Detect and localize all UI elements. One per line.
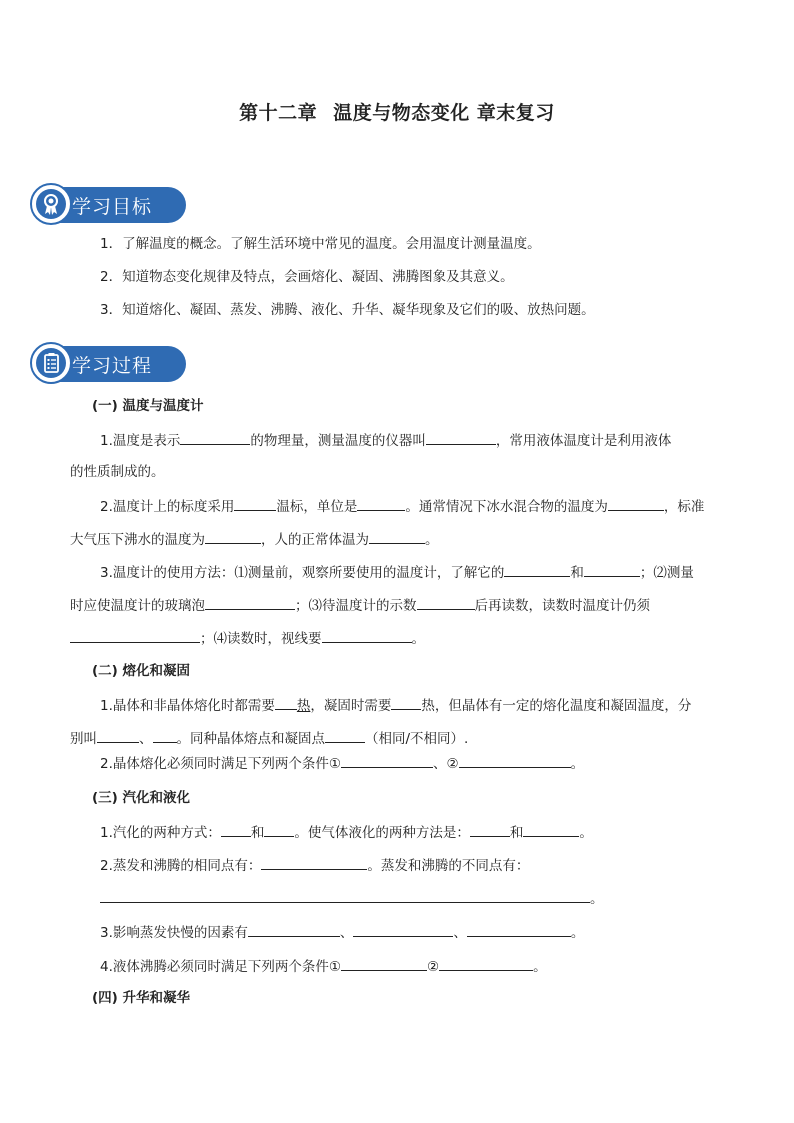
section-heading: (三) 汽化和液化 xyxy=(92,790,191,806)
answer-blank[interactable] xyxy=(504,561,570,577)
question-line: 的性质制成的。 xyxy=(70,464,165,480)
section-heading: (一) 温度与温度计 xyxy=(92,398,204,414)
objective-item: 3．知道熔化、凝固、蒸发、沸腾、液化、升华、凝华现象及它们的吸、放热问题。 xyxy=(100,302,595,318)
objective-item: 2．知道物态变化规律及特点，会画熔化、凝固、沸腾图象及其意义。 xyxy=(100,269,514,285)
answer-blank[interactable] xyxy=(341,955,427,971)
answer-blank[interactable] xyxy=(439,955,533,971)
objective-item: 1．了解温度的概念。了解生活环境中常见的温度。会用温度计测量温度。 xyxy=(100,236,541,252)
question-line: 1.温度是表示 的物理量，测量温度的仪器叫 ，常用液体温度计是利用液体 xyxy=(100,429,671,451)
answer-blank[interactable] xyxy=(523,821,579,837)
award-ribbon-icon xyxy=(30,183,72,225)
answer-blank[interactable] xyxy=(369,528,425,544)
question-line: 。 xyxy=(100,887,604,909)
answer-blank[interactable] xyxy=(100,887,590,903)
clipboard-list-icon xyxy=(30,342,72,384)
question-line: 1.晶体和非晶体熔化时都需要 热，凝固时需要 热，但晶体有一定的熔化温度和凝固温度，分 xyxy=(100,694,691,716)
answer-blank[interactable] xyxy=(325,727,365,743)
answer-blank[interactable] xyxy=(584,561,640,577)
learning-process-banner xyxy=(30,342,186,386)
answer-blank[interactable] xyxy=(426,429,496,445)
answer-blank[interactable] xyxy=(180,429,250,445)
answer-blank[interactable] xyxy=(248,921,340,937)
question-line: 1.汽化的两种方式： 和 。使气体液化的两种方法是： 和 。 xyxy=(100,821,593,843)
answer-blank[interactable] xyxy=(391,694,421,710)
section-heading: (二) 熔化和凝固 xyxy=(92,663,191,679)
answer-blank[interactable] xyxy=(221,821,251,837)
learning-objectives-banner xyxy=(30,183,186,227)
answer-blank[interactable] xyxy=(470,821,510,837)
answer-blank[interactable] xyxy=(459,752,571,768)
page-title: 第十二章 温度与物态变化 章末复习 xyxy=(239,102,555,124)
question-line: 4.液体沸腾必须同时满足下列两个条件① ② 。 xyxy=(100,955,547,977)
answer-blank[interactable] xyxy=(357,495,405,511)
answer-blank[interactable] xyxy=(608,495,664,511)
banner-label: 学习过程 xyxy=(72,355,153,377)
question-line: ；⑷读数时，视线要 。 xyxy=(70,627,425,649)
banner-label: 学习目标 xyxy=(72,196,153,218)
question-line: 别叫 、 。同种晶体熔点和凝固点 （相同/不相同）. xyxy=(70,727,468,749)
answer-blank[interactable] xyxy=(467,921,571,937)
answer-blank[interactable] xyxy=(234,495,276,511)
question-line: 2.蒸发和沸腾的相同点有： 。蒸发和沸腾的不同点有： xyxy=(100,854,529,876)
answer-blank[interactable] xyxy=(153,727,177,743)
answer-blank[interactable] xyxy=(322,627,412,643)
question-line: 2.晶体熔化必须同时满足下列两个条件① 、② 。 xyxy=(100,752,584,774)
question-line: 2.温度计上的标度采用 温标，单位是 。通常情况下冰水混合物的温度为 ，标准 xyxy=(100,495,704,517)
question-line: 3.温度计的使用方法：⑴测量前，观察所要使用的温度计，了解它的 和 ；⑵测量 xyxy=(100,561,694,583)
answer-blank[interactable] xyxy=(341,752,433,768)
section-heading: (四) 升华和凝华 xyxy=(92,990,191,1006)
answer-blank[interactable] xyxy=(205,528,261,544)
answer-blank[interactable] xyxy=(417,594,475,610)
answer-blank[interactable] xyxy=(70,627,200,643)
answer-blank[interactable] xyxy=(261,854,367,870)
question-line: 3.影响蒸发快慢的因素有 、 、 。 xyxy=(100,921,584,943)
answer-blank[interactable] xyxy=(275,694,297,710)
answer-blank[interactable] xyxy=(264,821,294,837)
answer-blank[interactable] xyxy=(97,727,139,743)
answer-blank[interactable] xyxy=(205,594,295,610)
question-line: 大气压下沸水的温度为 ，人的正常体温为 。 xyxy=(70,528,439,550)
answer-blank[interactable] xyxy=(353,921,453,937)
question-line: 时应使温度计的玻璃泡 ；⑶待温度计的示数 后再读数，读数时温度计仍须 xyxy=(70,594,650,616)
